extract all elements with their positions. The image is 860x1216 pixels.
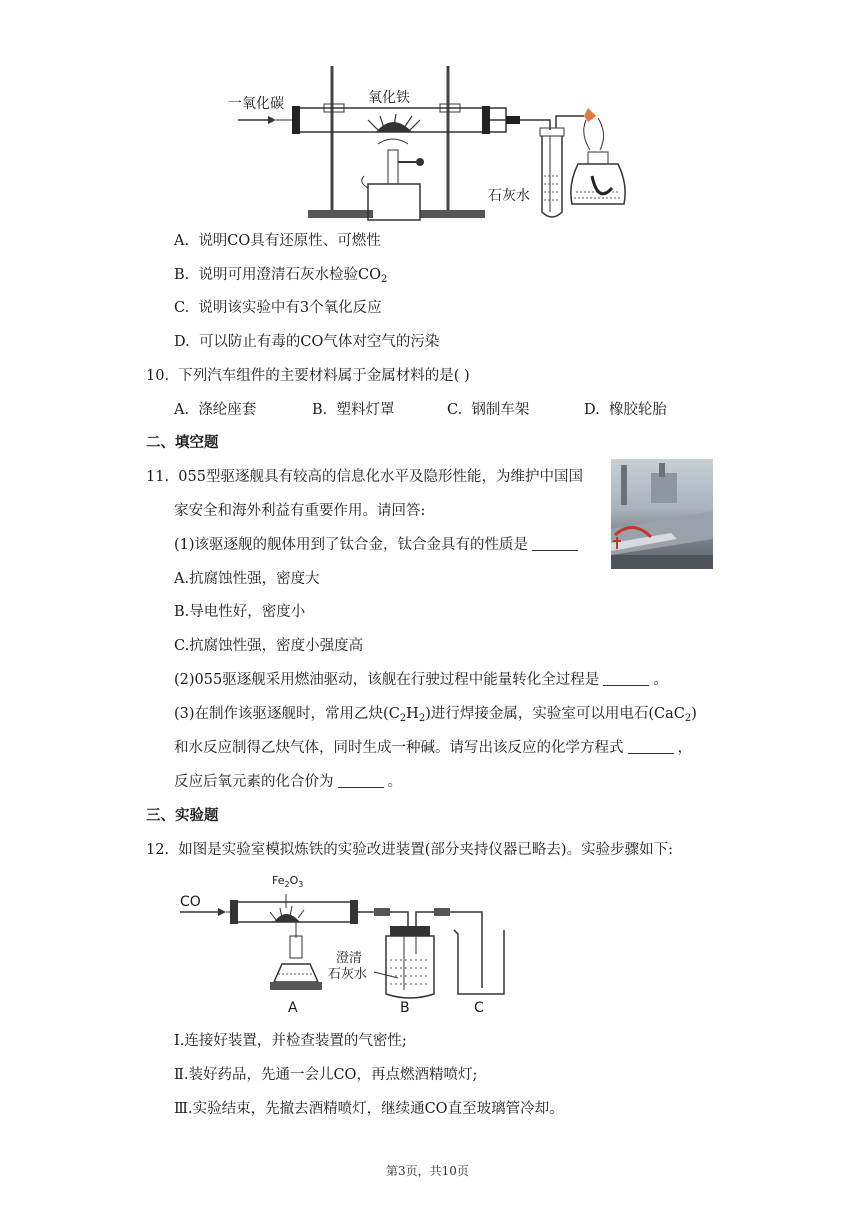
q9-option-a: A. 说明CO具有还原性、可燃性 [174, 233, 381, 249]
q11-part3-line3: 反应后氧元素的化合价为 。 [174, 774, 402, 790]
q12-stem: 12. 如图是实验室模拟炼铁的实验改进装置(部分夹持仪器已略去)。实验步骤如下: [146, 842, 673, 858]
page-footer: 第3页，共10页 [386, 1164, 469, 1178]
q11-option-b: B.导电性好，密度小 [174, 604, 306, 620]
q12-step-2: Ⅱ.装好药品，先通一会儿CO，再点燃酒精喷灯; [174, 1067, 478, 1083]
q11-part3-line2: 和水反应制得乙炔气体，同时生成一种碱。请写出该反应的化学方程式 ， [174, 740, 692, 756]
q11-stem-line1: 11. 055型驱逐舰具有较高的信息化水平及隐形性能，为维护中国国 [146, 469, 583, 485]
q11-part1: (1)该驱逐舰的舰体用到了钛合金，钛合金具有的性质是 [174, 535, 582, 555]
destroyer-ship-photo [611, 459, 713, 569]
q11-part2: (2)055驱逐舰采用燃油驱动，该舰在行驶过程中能量转化全过程是 。 [174, 672, 668, 688]
section-heading-fill-in: 二、填空题 [146, 435, 219, 451]
fig2-limewater-label-2: 石灰水 [328, 967, 368, 982]
figure-co-reduction-apparatus [228, 64, 628, 226]
fig2-label-b: B [400, 1000, 410, 1016]
q10-option-d: D. 橡胶轮胎 [584, 402, 667, 418]
q11-stem-line2: 家安全和海外利益有重要作用。请回答: [174, 503, 426, 519]
q12-step-1: Ⅰ.连接好装置，并检查装置的气密性; [174, 1033, 407, 1049]
q11-option-c: C.抗腐蚀性强，密度小强度高 [174, 638, 364, 654]
q10-option-a: A. 涤纶座套 [174, 402, 257, 418]
answer-blank [338, 773, 384, 788]
q9-option-c: C. 说明该实验中有3个氧化反应 [174, 300, 382, 316]
q9-option-d: D. 可以防止有毒的CO气体对空气的污染 [174, 334, 440, 350]
fig1-fe2o3-label: 氧化铁 [368, 90, 410, 106]
q9-option-b: B. 说明可用澄清石灰水检验$CO_2$ [174, 267, 388, 285]
fig1-limewater-label: 石灰水 [488, 188, 530, 204]
fig2-label-a: A [288, 1000, 298, 1016]
section-heading-experiment: 三、实验题 [146, 808, 219, 824]
fig1-co-label: 一氧化碳 [228, 96, 284, 112]
q11-part3-line1: (3)在制作该驱逐舰时，常用乙炔$(C_2H_2)$进行焊接金属，实验室可以用电石(CaC$_2$) [174, 706, 697, 724]
fig2-fe2o3-label: $Fe_2O_3$ [272, 874, 304, 889]
fig2-label-c: C [474, 1000, 484, 1016]
q12-step-3: Ⅲ.实验结束，先撤去酒精喷灯，继续通CO直至玻璃管冷却。 [174, 1101, 564, 1117]
answer-blank [603, 671, 649, 686]
q10-option-b: B. 塑料灯罩 [312, 402, 395, 418]
answer-blank [532, 536, 578, 551]
q10-option-c: C. 钢制车架 [447, 402, 530, 418]
fig2-limewater-label-1: 澄清 [336, 951, 363, 966]
q11-option-a: A.抗腐蚀性强，密度大 [174, 571, 320, 587]
fig2-co-label: CO [180, 894, 201, 910]
q10-stem: 10. 下列汽车组件的主要材料属于金属材料的是( ) [146, 368, 470, 384]
answer-blank [628, 739, 674, 754]
figure-ironmaking-apparatus [178, 870, 508, 1018]
